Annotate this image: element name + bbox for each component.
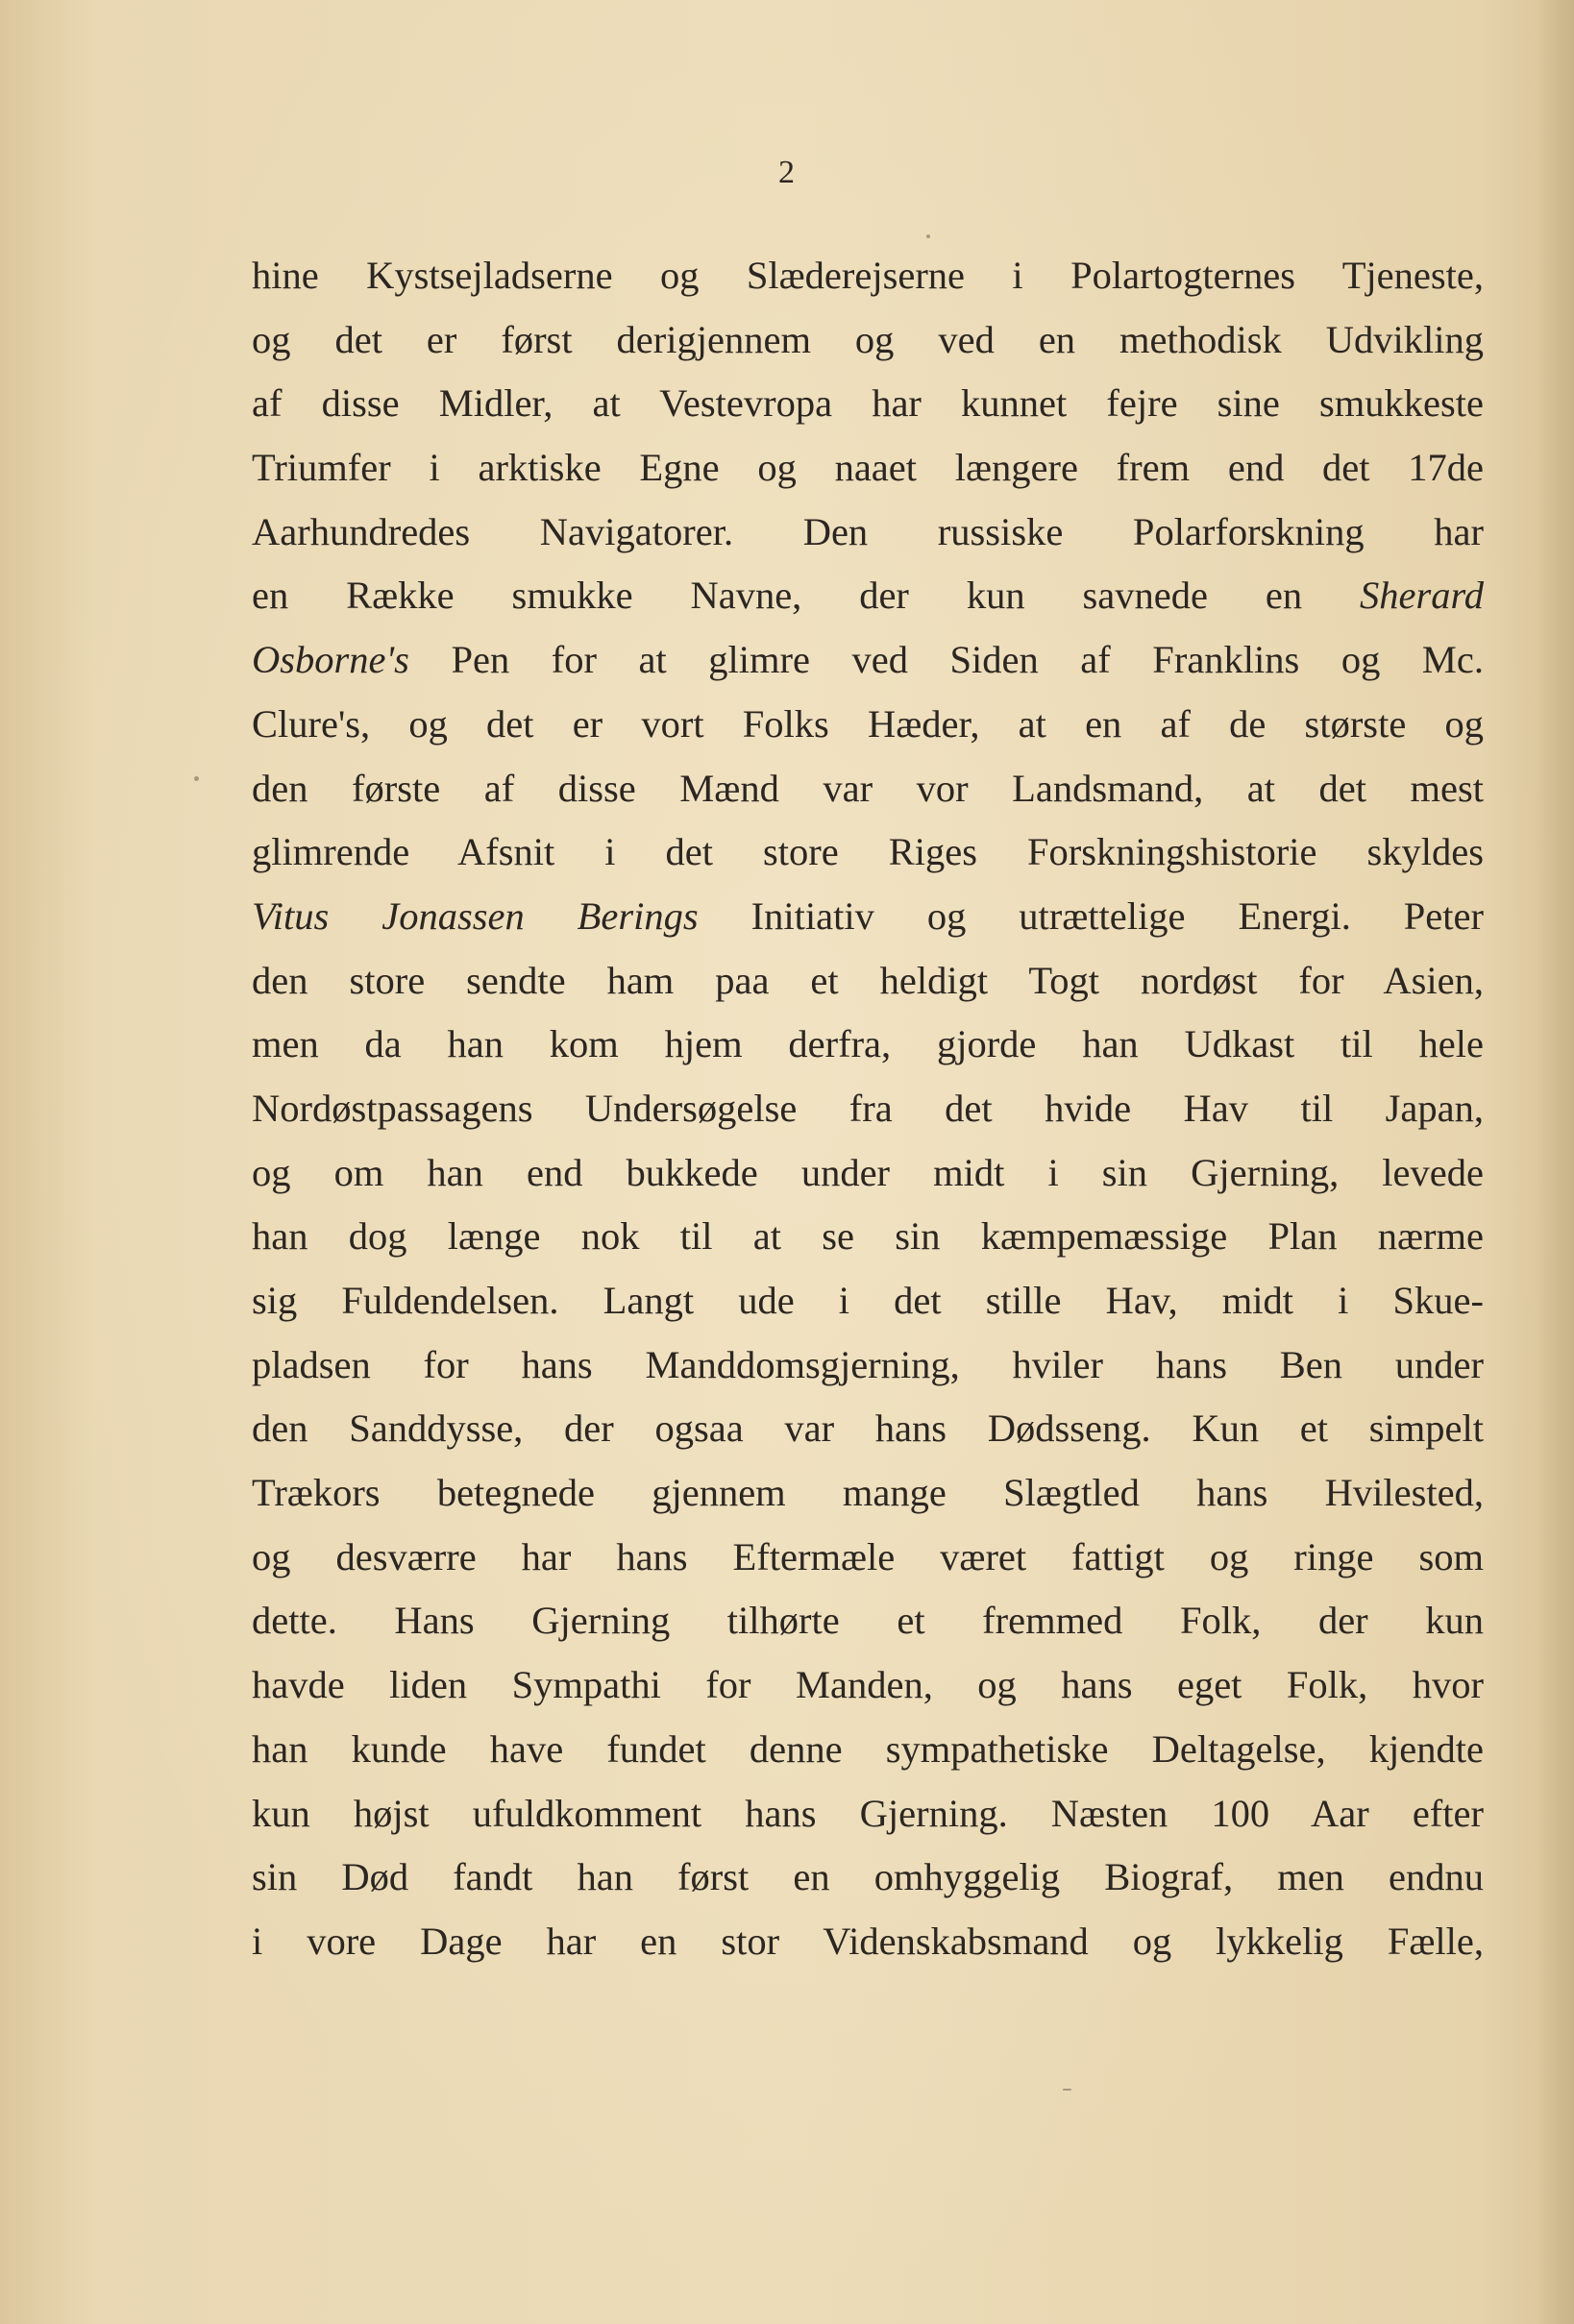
text-line: han kunde have fundet denne sympathetiske Deltagelse, kjendte — [252, 1726, 1484, 1771]
paper-speck — [194, 776, 199, 781]
text-line: Osborne's Pen for at glimre ved Siden af Franklins og Mc. — [252, 638, 1484, 682]
text-line: sig Fuldendelsen. Langt ude i det stille Hav, midt i Skue- — [252, 1279, 1484, 1322]
page-number: 2 — [778, 155, 796, 190]
text-line: sin Død fandt han først en omhyggelig Biograf, men endnu — [252, 1855, 1484, 1899]
text-line: havde liden Sympathi for Manden, og hans eget Folk, hvor — [252, 1663, 1484, 1707]
text-line: Vitus Jonassen Berings Initiativ og utrættelige Energi. Peter — [252, 893, 1484, 938]
text-line: i vore Dage har en stor Videnskabsmand og lykkelig Fælle, — [252, 1919, 1484, 1963]
italic-name: Sherard — [1360, 574, 1484, 618]
text-line: Nordøstpassagens Undersøgelse fra det hvide Hav til Japan, — [252, 1086, 1484, 1130]
text-line: den Sanddysse, der ogsaa var hans Dødsseng. Kun et simpelt — [252, 1407, 1484, 1451]
page-edge-shadow — [1536, 0, 1574, 2324]
italic-name: Vitus Jonassen Berings — [252, 893, 699, 938]
italic-name: Osborne's — [252, 638, 409, 682]
text-line: glimrende Afsnit i det store Riges Forskningshistorie skyldes — [252, 830, 1484, 874]
text-line: kun højst ufuldkomment hans Gjerning. Næsten 100 Aar efter — [252, 1791, 1484, 1835]
text-line: men da han kom hjem derfra, gjorde han Udkast til hele — [252, 1022, 1484, 1066]
text-line: pladsen for hans Manddomsgjerning, hviler hans Ben under — [252, 1342, 1484, 1386]
text-line: han dog længe nok til at se sin kæmpemæssige Plan nærme — [252, 1214, 1484, 1259]
text-line: Trækors betegnede gjennem mange Slægtled hans Hvilested, — [252, 1471, 1484, 1515]
text-line: dette. Hans Gjerning tilhørte et fremmed Folk, der kun — [252, 1599, 1484, 1643]
text-line: Clure's, og det er vort Folks Hæder, at en af de største og — [252, 701, 1484, 746]
text-line: og om han end bukkede under midt i sin Gjerning, levede — [252, 1150, 1484, 1194]
paper-speck — [1063, 2089, 1071, 2091]
text-line: og desværre har hans Eftermæle været fattigt og ringe som — [252, 1534, 1484, 1578]
text-line: og det er først derigjennem og ved en methodisk Udvikling — [252, 317, 1484, 361]
paper-speck — [926, 234, 930, 238]
text-line: en Række smukke Navne, der kun savnede en Sherard — [252, 574, 1484, 618]
text-line: den store sendte ham paa et heldigt Togt nordøst for Asien, — [252, 958, 1484, 1002]
text-line: hine Kystsejladserne og Slæderejserne i Polartogternes Tjeneste, — [252, 254, 1484, 297]
text-line: Triumfer i arktiske Egne og naaet længere frem end det 17de — [252, 446, 1484, 490]
body-text — [252, 244, 1484, 1974]
text-line: af disse Midler, at Vestevropa har kunnet fejre sine smukkeste — [252, 381, 1484, 426]
text-line: Aarhundredes Navigatorer. Den russiske Polarforskning har — [252, 509, 1484, 553]
text-line: den første af disse Mænd var vor Landsmand, at det mest — [252, 766, 1484, 810]
